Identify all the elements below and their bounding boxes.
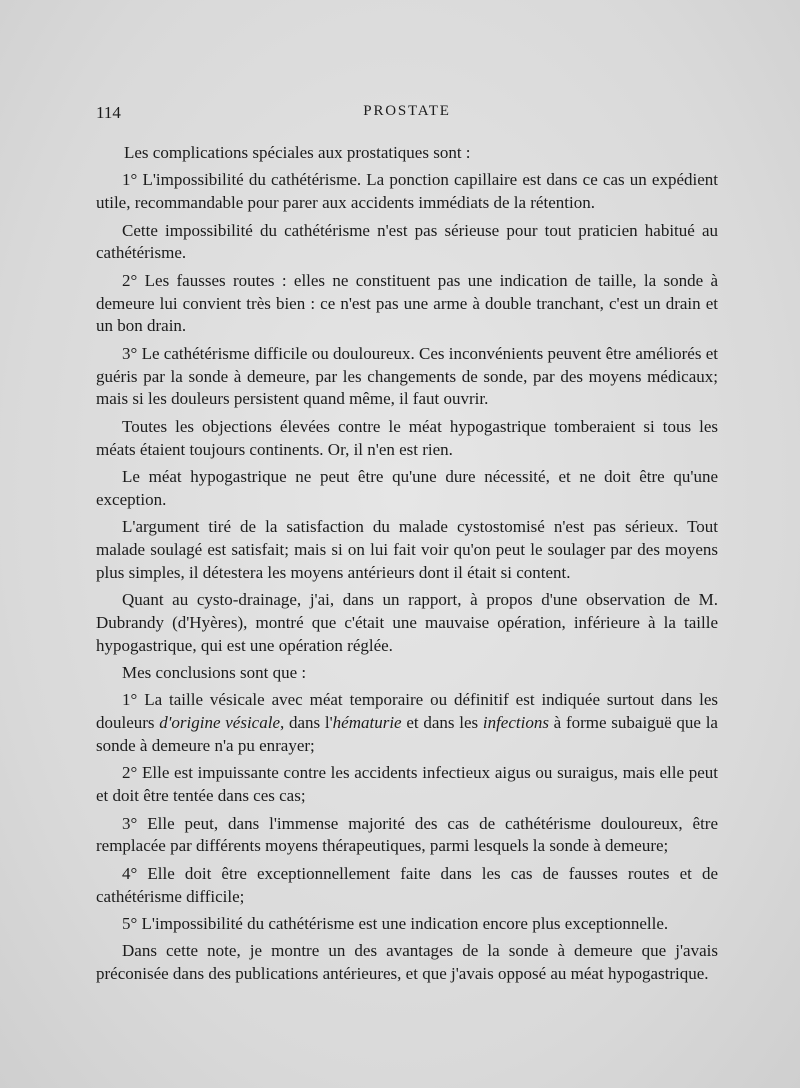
italic-term: infections bbox=[482, 713, 549, 733]
running-title: PROSTATE bbox=[363, 103, 451, 119]
paragraph-intro: Les complications spéciales aux prostatiques sont : bbox=[124, 143, 471, 162]
paragraph: Quant au cysto-drainage, j'ai, dans un rapport, à propos d'une observation de M. Dubrandy (d'Hyères), montré que c'était une mauvaise opération, inférieure à la taille hypogastrique, qui est une opération réglée. bbox=[96, 590, 718, 655]
paragraph-note: Dans cette note, je montre un des avantages de la sonde à demeure que j'avais préconisée dans des publications antérieures, et que j'avais opposé au méat hypogastrique. bbox=[96, 941, 718, 984]
page-number: 114 bbox=[96, 103, 121, 122]
paragraph-complication-3: 3° Le cathétérisme difficile ou douloureux. Ces inconvénients peuvent être améliorés et guéris par la sonde à demeure, par les changements de sonde, par des moyens médicaux; mais si les douleurs persistent quand même, il faut ouvrir. bbox=[96, 343, 718, 409]
paragraph-complication-2: 2° Les fausses routes : elles ne constituent pas une indication de taille, la sonde à demeure lui convient très bien : ce n'est pas une arme à double tranchant, c'est un drain et un bon drain. bbox=[96, 270, 718, 336]
paragraph: L'argument tiré de la satisfaction du malade cystostomisé n'est pas sérieux. Tout malade soulagé est satisfait; mais si on lui fait voir qu'on peut le soulager par des moyens plus simples, il détestera les moyens antérieurs dont il était si content. bbox=[96, 517, 718, 582]
italic-term: d'origine vésicale bbox=[159, 713, 280, 733]
paragraph-complication-1: 1° L'impossibilité du cathétérisme. La ponction capillaire est dans ce cas un expédient utile, recommandable pour parer aux accidents immédiats de la rétention. bbox=[96, 170, 718, 213]
paragraph: Toutes les objections élevées contre le méat hypogastrique tomberaient si tous les méats étaient toujours continents. Or, il n'en est rien. bbox=[96, 416, 718, 459]
paragraph-conclusion-1 bbox=[96, 689, 718, 757]
text-run: et dans les bbox=[401, 713, 483, 733]
italic-term: hématurie bbox=[332, 713, 402, 733]
paragraph-conclusions-intro: Mes conclusions sont que : bbox=[122, 663, 307, 683]
text-run: , dans l' bbox=[280, 713, 333, 733]
paragraph-conclusion-4: 4° Elle doit être exceptionnellement faite dans les cas de fausses routes et de cathétérisme difficile; bbox=[96, 863, 718, 906]
text-run: à forme subaiguë que la sonde à demeure n'a pu enrayer; bbox=[96, 713, 718, 756]
paragraph-conclusion-5: 5° L'impossibilité du cathétérisme est une indication encore plus exceptionnelle. bbox=[122, 914, 669, 934]
paragraph-conclusion-3: 3° Elle peut, dans l'immense majorité des cas de cathétérisme douloureux, être remplacée par différents moyens thérapeutiques, parmi lesquels la sonde à demeure; bbox=[96, 813, 718, 856]
paragraph: Cette impossibilité du cathétérisme n'est pas sérieuse pour tout praticien habitué au cathétérisme. bbox=[96, 220, 718, 263]
page-header bbox=[96, 103, 718, 127]
paragraph-conclusion-2: 2° Elle est impuissante contre les accidents infectieux aigus ou suraigus, mais elle peut et doit être tentée dans ces cas; bbox=[96, 763, 718, 806]
body-text bbox=[96, 142, 718, 991]
text-run: 1° La taille vésicale avec méat temporaire ou définitif est indiquée surtout dans les douleurs bbox=[96, 690, 718, 733]
paragraph: Le méat hypogastrique ne peut être qu'une dure nécessité, et ne doit être qu'une exception. bbox=[96, 466, 718, 509]
